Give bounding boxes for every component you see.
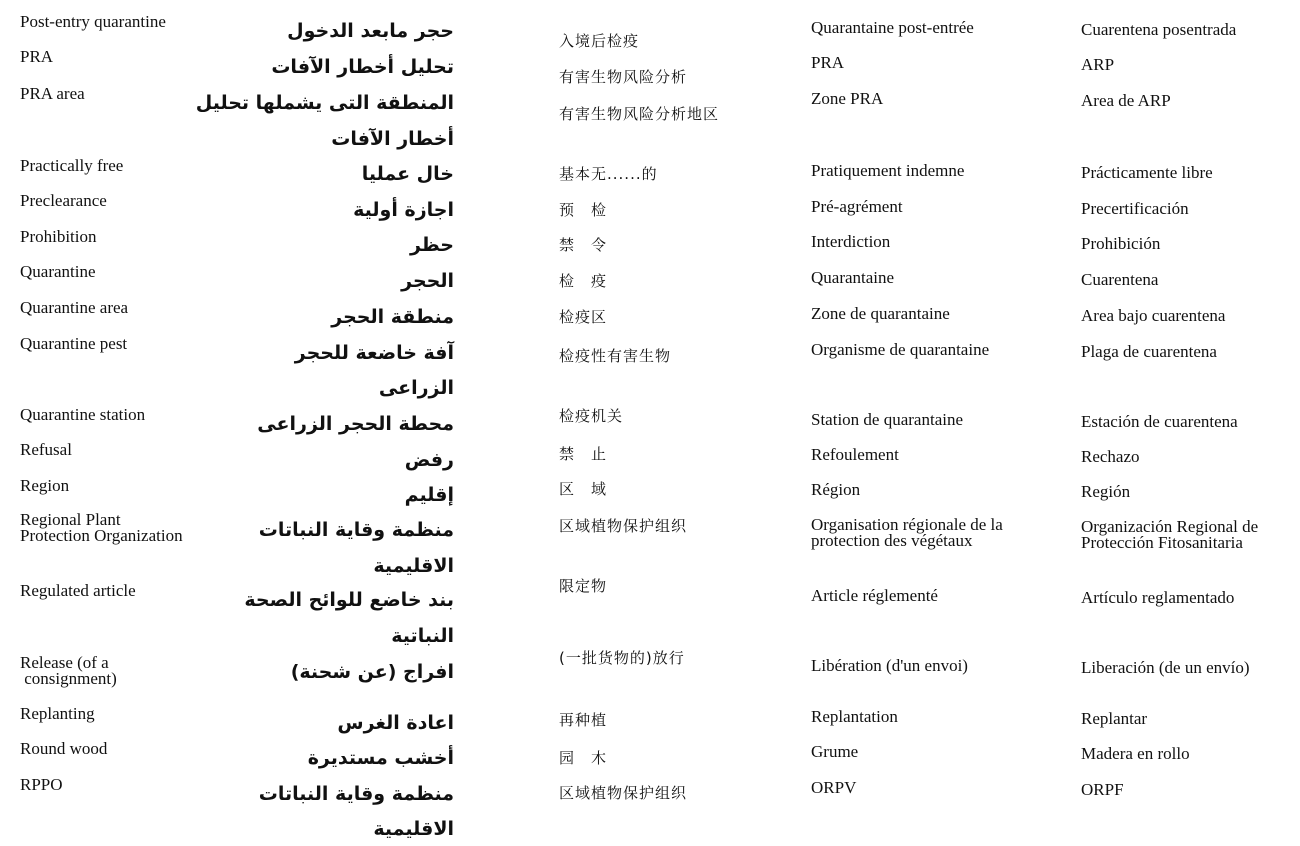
term-en: RPPO: [20, 775, 63, 794]
term-ar: رفض: [404, 449, 454, 471]
term-fr: Libération (d'un envoi): [811, 656, 968, 675]
term-ar-line2: النباتية: [391, 625, 454, 647]
term-en: Post-entry quarantine: [20, 12, 166, 31]
term-ar-line2: الاقليمية: [373, 818, 454, 840]
term-en: Quarantine: [20, 262, 96, 281]
term-fr: PRA: [811, 53, 845, 72]
term-fr: Organisation régionale de la protection des végétaux: [811, 515, 1003, 550]
term-ar-line2: الزراعى: [378, 377, 454, 399]
term-fr: Quarantaine post-entrée: [811, 18, 974, 37]
term-ar: منطقة الحجر: [331, 306, 454, 328]
term-es: Madera en rollo: [1081, 744, 1190, 763]
term-es: Organización Regional de Protección Fitosanitaria: [1081, 517, 1259, 552]
term-ar: اعادة الغرس: [337, 712, 454, 734]
term-ar: حظر: [409, 234, 454, 256]
term-ar-line2: الاقليمية: [373, 555, 454, 577]
term-es: Area bajo cuarentena: [1081, 306, 1226, 325]
term-zh: 禁 令: [559, 236, 608, 254]
term-es: Replantar: [1081, 709, 1148, 728]
term-zh: 检疫性有害生物: [559, 347, 672, 365]
term-ar: منظمة وقاية النباتات: [258, 519, 454, 541]
term-fr: Interdiction: [811, 232, 891, 251]
term-ar: المنطقة التى يشملها تحليل: [195, 92, 454, 114]
term-en: PRA area: [20, 84, 85, 103]
term-es: Prácticamente libre: [1081, 163, 1213, 182]
term-en: Release (of a consignment): [20, 653, 117, 688]
term-es: ORPF: [1081, 780, 1124, 799]
term-fr: Pré-agrément: [811, 197, 903, 216]
term-es: Plaga de cuarentena: [1081, 342, 1217, 361]
term-ar: تحليل أخطار الآفات: [271, 56, 454, 78]
term-ar: إقليم: [404, 484, 454, 506]
term-ar: اجازة أولية: [353, 199, 454, 221]
term-es: Artículo reglamentado: [1081, 588, 1235, 607]
term-zh: 限定物: [559, 577, 608, 595]
term-fr: Refoulement: [811, 445, 899, 464]
term-en: PRA: [20, 47, 54, 66]
term-es: Cuarentena posentrada: [1081, 20, 1237, 39]
term-ar: بند خاضع للوائح الصحة: [244, 589, 454, 611]
term-es: Cuarentena: [1081, 270, 1159, 289]
term-zh: 有害生物风险分析: [559, 68, 688, 86]
term-en: Regional Plant Protection Organization: [20, 510, 183, 545]
term-es: Región: [1081, 482, 1131, 501]
term-fr: Article réglementé: [811, 586, 938, 605]
term-ar: الحجر: [401, 270, 454, 292]
term-zh: 区域植物保护组织: [559, 517, 688, 535]
term-zh: 检 疫: [559, 272, 608, 290]
term-ar: أخشب مستديرة: [307, 747, 454, 769]
term-zh: 园 木: [559, 749, 608, 767]
term-en: Preclearance: [20, 191, 107, 210]
term-zh: 区域植物保护组织: [559, 784, 688, 802]
term-fr: Grume: [811, 742, 859, 761]
term-en: Prohibition: [20, 227, 97, 246]
term-zh: 检疫区: [559, 308, 608, 326]
term-fr: ORPV: [811, 778, 857, 797]
term-fr: Zone de quarantaine: [811, 304, 950, 323]
term-ar: آفة خاضعة للحجر: [294, 342, 454, 364]
term-en: Region: [20, 476, 70, 495]
term-fr: Région: [811, 480, 861, 499]
term-en: Quarantine pest: [20, 334, 128, 353]
term-ar: محطة الحجر الزراعى: [257, 413, 454, 435]
term-ar: منظمة وقاية النباتات: [258, 783, 454, 805]
term-fr: Pratiquement indemne: [811, 161, 965, 180]
term-es: Rechazo: [1081, 447, 1140, 466]
term-es: Precertificación: [1081, 199, 1189, 218]
term-en: Replanting: [20, 704, 95, 723]
term-zh: 有害生物风险分析地区: [559, 105, 720, 123]
term-zh: 区 域: [559, 480, 608, 498]
term-zh: 检疫机关: [559, 407, 624, 425]
term-ar-line2: أخطار الآفات: [331, 128, 454, 150]
term-en: Round wood: [20, 739, 108, 758]
term-fr: Organisme de quarantaine: [811, 340, 990, 359]
term-zh: (一批货物的)放行: [559, 649, 685, 667]
term-fr: Station de quarantaine: [811, 410, 964, 429]
term-zh: 基本无......的: [559, 165, 658, 183]
term-en: Quarantine area: [20, 298, 129, 317]
term-es: Prohibición: [1081, 234, 1161, 253]
term-es: Estación de cuarentena: [1081, 412, 1238, 431]
term-ar: حجر مابعد الدخول: [287, 20, 454, 42]
term-fr: Quarantaine: [811, 268, 895, 287]
term-en: Refusal: [20, 440, 72, 459]
term-zh: 入境后检疫: [559, 32, 640, 50]
term-zh: 预 检: [559, 201, 608, 219]
term-zh: 禁 止: [559, 445, 608, 463]
term-en: Regulated article: [20, 581, 136, 600]
term-es: Area de ARP: [1081, 91, 1171, 110]
term-en: Quarantine station: [20, 405, 146, 424]
term-ar: خال عمليا: [361, 163, 454, 185]
term-zh: 再种植: [559, 711, 608, 729]
term-fr: Replantation: [811, 707, 898, 726]
term-en: Practically free: [20, 156, 124, 175]
term-fr: Zone PRA: [811, 89, 884, 108]
term-es: ARP: [1081, 55, 1115, 74]
term-es: Liberación (de un envío): [1081, 658, 1250, 677]
term-ar: افراج (عن شحنة): [290, 661, 454, 683]
